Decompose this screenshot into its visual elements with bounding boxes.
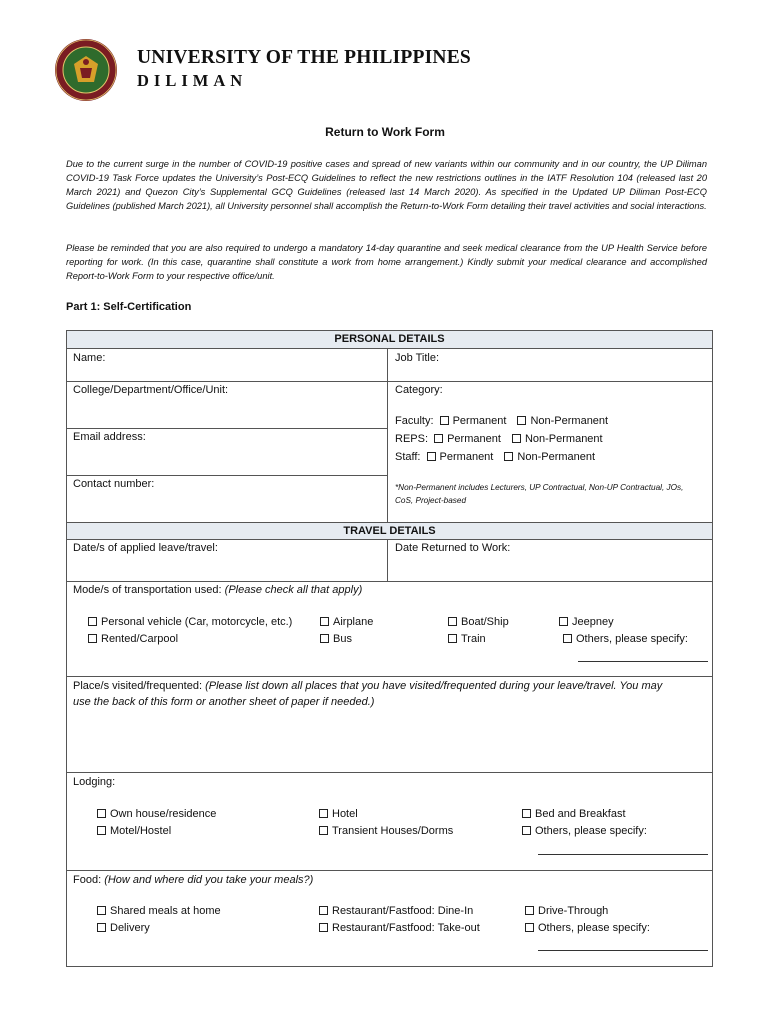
faculty-permanent-checkbox[interactable] bbox=[440, 416, 449, 425]
lodging-others[interactable]: Others, please specify: bbox=[522, 825, 647, 837]
checkbox[interactable] bbox=[525, 923, 534, 932]
university-name: UNIVERSITY OF THE PHILIPPINES bbox=[137, 47, 471, 68]
checkbox[interactable] bbox=[320, 634, 329, 643]
campus-name: DILIMAN bbox=[137, 71, 248, 90]
email-field[interactable]: Email address: bbox=[73, 431, 146, 443]
checkbox[interactable] bbox=[97, 809, 106, 818]
reminder-paragraph: Please be reminded that you are also required to undergo a mandatory 14-day quarantine and seek medical clearance from the UP Health Service before reporting for work. (In this case, quarantine shall constitute a work from home arrangement.) Kindly submit your medical clearance and accomplished Report-to-Work Form to your respective office/unit. bbox=[66, 243, 707, 281]
transport-rented-carpool[interactable]: Rented/Carpool bbox=[88, 633, 178, 645]
form-table bbox=[66, 330, 713, 967]
job-title-field[interactable]: Job Title: bbox=[395, 352, 440, 364]
checkbox[interactable] bbox=[88, 617, 97, 626]
checkbox[interactable] bbox=[319, 923, 328, 932]
transport-personal-vehicle[interactable]: Personal vehicle (Car, motorcycle, etc.) bbox=[88, 616, 292, 628]
places-visited-hint: use the back of this form or another sheet of paper if needed.) bbox=[73, 696, 375, 708]
checkbox[interactable] bbox=[563, 634, 572, 643]
transport-airplane[interactable]: Airplane bbox=[320, 616, 373, 628]
places-visited-label: Place/s visited/frequented: (Please list down all places that you have visited/frequented during your leave/travel. You may bbox=[73, 680, 663, 692]
checkbox[interactable] bbox=[97, 826, 106, 835]
category-reps-row: REPS: Permanent Non-Permanent bbox=[395, 433, 603, 445]
checkbox[interactable] bbox=[559, 617, 568, 626]
lodging-label: Lodging: bbox=[73, 776, 116, 788]
date-returned-field[interactable]: Date Returned to Work: bbox=[395, 542, 511, 554]
part1-title: Part 1: Self-Certification bbox=[66, 301, 192, 313]
checkbox[interactable] bbox=[448, 634, 457, 643]
college-field[interactable]: College/Department/Office/Unit: bbox=[73, 384, 229, 396]
travel-details-header: TRAVEL DETAILS bbox=[67, 523, 712, 539]
name-field[interactable]: Name: bbox=[73, 352, 106, 364]
checkbox[interactable] bbox=[525, 906, 534, 915]
staff-nonpermanent-checkbox[interactable] bbox=[504, 452, 513, 461]
transport-bus[interactable]: Bus bbox=[320, 633, 352, 645]
reps-permanent-checkbox[interactable] bbox=[434, 434, 443, 443]
contact-number-field[interactable]: Contact number: bbox=[73, 478, 155, 490]
transport-jeepney[interactable]: Jeepney bbox=[559, 616, 614, 628]
category-staff-row: Staff: Permanent Non-Permanent bbox=[395, 451, 596, 463]
lodging-hotel[interactable]: Hotel bbox=[319, 808, 358, 820]
lodging-own-house[interactable]: Own house/residence bbox=[97, 808, 216, 820]
transport-boat-ship[interactable]: Boat/Ship bbox=[448, 616, 509, 628]
category-label: Category: bbox=[395, 384, 443, 396]
faculty-nonpermanent-checkbox[interactable] bbox=[517, 416, 526, 425]
checkbox[interactable] bbox=[522, 809, 531, 818]
food-others-line[interactable] bbox=[538, 950, 708, 951]
lodging-motel-hostel[interactable]: Motel/Hostel bbox=[97, 825, 171, 837]
checkbox[interactable] bbox=[320, 617, 329, 626]
up-seal-logo bbox=[54, 38, 118, 102]
food-drive-through[interactable]: Drive-Through bbox=[525, 905, 608, 917]
food-take-out[interactable]: Restaurant/Fastfood: Take-out bbox=[319, 922, 480, 934]
checkbox[interactable] bbox=[319, 809, 328, 818]
form-title: Return to Work Form bbox=[325, 125, 445, 139]
food-delivery[interactable]: Delivery bbox=[97, 922, 150, 934]
transport-train[interactable]: Train bbox=[448, 633, 486, 645]
staff-permanent-checkbox[interactable] bbox=[427, 452, 436, 461]
transport-others-line[interactable] bbox=[578, 661, 708, 662]
checkbox[interactable] bbox=[522, 826, 531, 835]
checkbox[interactable] bbox=[319, 906, 328, 915]
lodging-others-line[interactable] bbox=[538, 854, 708, 855]
checkbox[interactable] bbox=[97, 923, 106, 932]
food-dine-in[interactable]: Restaurant/Fastfood: Dine-In bbox=[319, 905, 473, 917]
checkbox[interactable] bbox=[97, 906, 106, 915]
transportation-label: Mode/s of transportation used: (Please check all that apply) bbox=[73, 584, 363, 596]
non-permanent-note: *Non-Permanent includes Lecturers, UP Contractual, Non-UP Contractual, JOs, CoS, Project-based bbox=[395, 483, 684, 505]
transport-others[interactable]: Others, please specify: bbox=[563, 633, 688, 645]
checkbox[interactable] bbox=[88, 634, 97, 643]
lodging-bed-breakfast[interactable]: Bed and Breakfast bbox=[522, 808, 626, 820]
leave-dates-field[interactable]: Date/s of applied leave/travel: bbox=[73, 542, 218, 554]
category-faculty-row: Faculty: Permanent Non-Permanent bbox=[395, 415, 609, 427]
personal-details-header: PERSONAL DETAILS bbox=[67, 331, 712, 348]
food-shared-meals[interactable]: Shared meals at home bbox=[97, 905, 221, 917]
reps-nonpermanent-checkbox[interactable] bbox=[512, 434, 521, 443]
checkbox[interactable] bbox=[319, 826, 328, 835]
lodging-transient[interactable]: Transient Houses/Dorms bbox=[319, 825, 453, 837]
food-label: Food: (How and where did you take your meals?) bbox=[73, 874, 314, 886]
checkbox[interactable] bbox=[448, 617, 457, 626]
food-others[interactable]: Others, please specify: bbox=[525, 922, 650, 934]
intro-paragraph: Due to the current surge in the number of COVID-19 positive cases and spread of new variants within our community and in our country, the UP Diliman COVID-19 Task Force updates the University’s Post-ECQ Guidelines to reflect the new restrictions outlines in the IATF Resolution 104 (released last 20 March 2021) and Quezon City’s Supplemental GCQ Guidelines (released last 14 March 2020). As specified in the Updated UP Diliman Post-ECQ Guidelines (published March 2021), all University personnel shall accomplish the Return-to-Work Form detailing their travel activities and social interactions. bbox=[66, 159, 707, 211]
